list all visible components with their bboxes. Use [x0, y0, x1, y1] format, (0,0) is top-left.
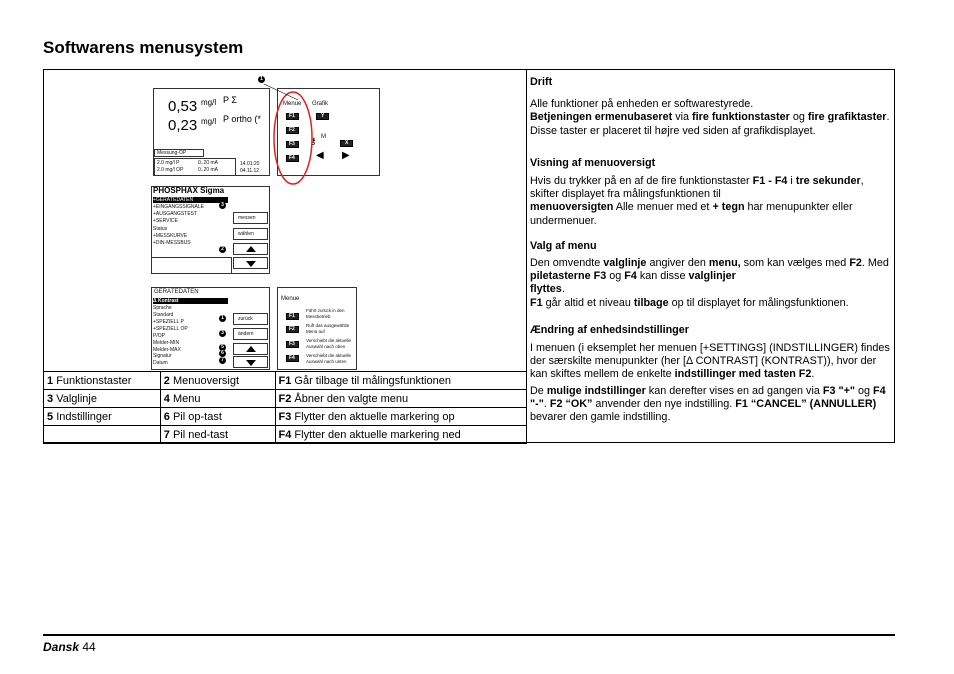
paragraph: De mulige indstillinger kan derefter vises en ad gangen via F3 "+" og F4 "-". F2 “OK” anvender den nye indstilling. F1 “CANCEL” (ANNULLER) bevarer den gamle indstilling.: [530, 384, 886, 424]
menu-item[interactable]: +SERVICE: [153, 218, 178, 224]
legend-row: [44, 372, 527, 390]
menu-overview-title: PHOSPHAX Sigma: [153, 186, 225, 195]
f2-description: Ruft das ausgewählte Menü auf: [306, 323, 350, 334]
settings-item[interactable]: Standard: [153, 312, 174, 318]
settings-item[interactable]: Melder-MIN: [153, 340, 180, 346]
up-button[interactable]: [233, 343, 268, 355]
page-number: 44: [82, 640, 96, 654]
date-text: 04.11.12: [240, 168, 260, 174]
settings-item[interactable]: +SPEZIELL OP: [153, 326, 188, 332]
f1-key[interactable]: F1: [286, 313, 299, 320]
settings-item-selected[interactable]: Δ Kontrast: [153, 298, 228, 304]
f2-label: F2: [289, 127, 295, 133]
legend-cell: 2 Menuoversigt: [160, 372, 275, 390]
settings-item[interactable]: Melder-MAX: [153, 347, 181, 353]
menu-label: Menue: [281, 296, 300, 302]
x-key[interactable]: [340, 140, 353, 147]
paragraph: Alle funktioner på enheden er softwarestyrede.: [530, 98, 754, 111]
waehlen-button[interactable]: wählen: [233, 228, 268, 240]
legend-row: [44, 408, 527, 426]
arrow-down-icon: [246, 360, 256, 366]
f2-key[interactable]: F2: [286, 326, 299, 333]
up-button[interactable]: [233, 243, 268, 255]
figure-measurement-display: [150, 76, 380, 186]
callout-line: [262, 82, 302, 102]
f4-description: Verschiebt die aktuelle Auswahl nach unten: [306, 353, 352, 364]
f1-description: Führt zurück in den Messbetrieb: [306, 308, 345, 319]
footer-rule: [43, 634, 895, 636]
label-2: P ortho (*: [223, 114, 261, 124]
output-row-1-right: 0..20 mA: [198, 160, 219, 166]
legend-cell: [44, 426, 161, 444]
arrow-up-icon: [246, 346, 256, 352]
figure-menu-overview: [150, 185, 275, 277]
x-label: X: [345, 140, 349, 146]
arrow-left-icon[interactable]: ◀: [316, 150, 324, 161]
paragraph: Hvis du trykker på en af de fire funktionstaster F1 - F4 i tre sekunder, skifter displayet fra målingsfunktionen til menuoversigten Alle menuer med et + tegn har menupunkter eller undermenuer.: [530, 175, 864, 227]
callout-3: 3: [219, 330, 226, 337]
f3-label: F3: [289, 141, 295, 147]
paragraph: I menuen (i eksemplet her menuen [+SETTINGS] (INDSTILLINGER) findes der særskilte menupunkter (her [Δ CONTRAST] (KONTRAST)), hvor der kan skiftes mellem de enkelte indstillinger med tasten F2.: [530, 342, 890, 381]
label-1: P Σ: [223, 95, 237, 105]
settings-item[interactable]: Datum: [153, 360, 168, 366]
callout-5: 5: [219, 344, 226, 351]
menu-item[interactable]: +DIN-MESSBUS: [153, 240, 191, 246]
section-title-settings: Ændring af enhedsindstillinger: [530, 323, 689, 336]
callout-3: 3: [219, 202, 226, 209]
arrow-right-icon[interactable]: ▶: [342, 150, 350, 161]
menu-overview-inner: [151, 257, 232, 274]
section-title-overview: Visning af menuoversigt: [530, 156, 656, 169]
grafik-label: Grafik: [312, 101, 329, 107]
menu-item-selected[interactable]: +GERÄTEDATEN: [153, 197, 228, 203]
callout-1: 1: [258, 76, 265, 83]
section-title-drift: Drift: [530, 76, 553, 88]
menu-item[interactable]: +MESSKURVE: [153, 233, 188, 239]
arrow-up-icon: [246, 246, 256, 252]
output-row-1-left: 2.0 mg/l P: [157, 160, 180, 166]
m-label: M: [321, 134, 326, 140]
legend-cell: F4 Flytter den aktuelle markering ned: [275, 426, 527, 444]
down-button[interactable]: [233, 257, 268, 269]
legend-cell: 7 Pil ned-tast: [160, 426, 275, 444]
menu-item[interactable]: +AUSGANGSTEST: [153, 211, 198, 217]
settings-item[interactable]: P/OP: [153, 333, 165, 339]
time-text: 14.01:20: [240, 161, 260, 167]
highlight-ellipse: [270, 88, 316, 188]
down-button[interactable]: [233, 356, 268, 368]
description-column: [530, 76, 890, 424]
zurueck-button[interactable]: zurück: [233, 313, 268, 325]
f1-label: F1: [289, 113, 295, 119]
legend-cell: 4 Menu: [160, 390, 275, 408]
footer-language: Dansk: [43, 640, 80, 654]
legend-table: [43, 371, 527, 444]
page-title: Softwarens menusystem: [43, 38, 244, 57]
f3-description: Verschiebt die aktuelle Auswahl nach oben: [306, 338, 352, 349]
legend-cell: F1 Går tilbage til målingsfunktionen: [275, 372, 527, 390]
unit-1: mg/l: [201, 98, 217, 107]
aendern-button[interactable]: ändern: [233, 328, 268, 340]
figure-settings-menu: [150, 286, 360, 370]
output-row-2-right: 0..20 mA: [198, 167, 219, 173]
messen-button[interactable]: messen: [233, 212, 268, 224]
value-2: 0,23: [168, 117, 198, 134]
unit-2: mg/l: [201, 117, 217, 126]
legend-row: [44, 426, 527, 444]
legend-cell: 3 Valglinje: [44, 390, 161, 408]
paragraph: Den omvendte valglinje angiver den menu, som kan vælges med F2. Med piletasterne F3 og F4 kan disse valglinjer flyttes. F1 går altid et niveau tilbage op til displayet for målingsfunktionen.: [530, 257, 889, 309]
settings-title: GERÄTEDATEN: [154, 289, 199, 295]
f4-label: F4: [289, 155, 295, 161]
footer: [43, 640, 96, 654]
section-title-select: Valg af menu: [530, 239, 597, 252]
legend-cell: 6 Pil op-tast: [160, 408, 275, 426]
paragraph: Betjeningen ermenubaseret via fire funktionstaster og fire grafiktaster. Disse taster er placeret til højre ved siden af grafikdisplayet.: [530, 111, 890, 137]
f3-key[interactable]: F3: [286, 341, 299, 348]
f4-key[interactable]: F4: [286, 355, 299, 362]
callout-6: 6: [219, 350, 226, 357]
callout-1: 1: [219, 315, 226, 322]
legend-cell: 1 Funktionstaster: [44, 372, 161, 390]
legend-cell: F3 Flytter den aktuelle markering op: [275, 408, 527, 426]
callout-2: 2: [219, 246, 226, 253]
key-symbol-icon: ⚷: [310, 136, 317, 146]
value-1: 0,53: [168, 98, 198, 115]
settings-item[interactable]: Signatur: [153, 353, 172, 359]
output-row-2-left: 2.0 mg/l OP: [157, 167, 184, 173]
legend-cell: F2 Åbner den valgte menu: [275, 390, 527, 408]
callout-7: 7: [219, 357, 226, 364]
y-key[interactable]: Y: [316, 113, 329, 120]
menu-item[interactable]: +EINGANGSSIGNALE: [153, 204, 204, 210]
menu-label: Menue: [283, 101, 302, 107]
status-text: Messung-OP: [157, 150, 187, 156]
settings-item[interactable]: +SPEZIELL P: [153, 319, 184, 325]
legend-row: [44, 390, 527, 408]
arrow-down-icon: [246, 261, 256, 267]
legend-cell: 5 Indstillinger: [44, 408, 161, 426]
settings-item[interactable]: Sprache: [153, 305, 172, 311]
menu-item[interactable]: Status: [153, 226, 168, 232]
